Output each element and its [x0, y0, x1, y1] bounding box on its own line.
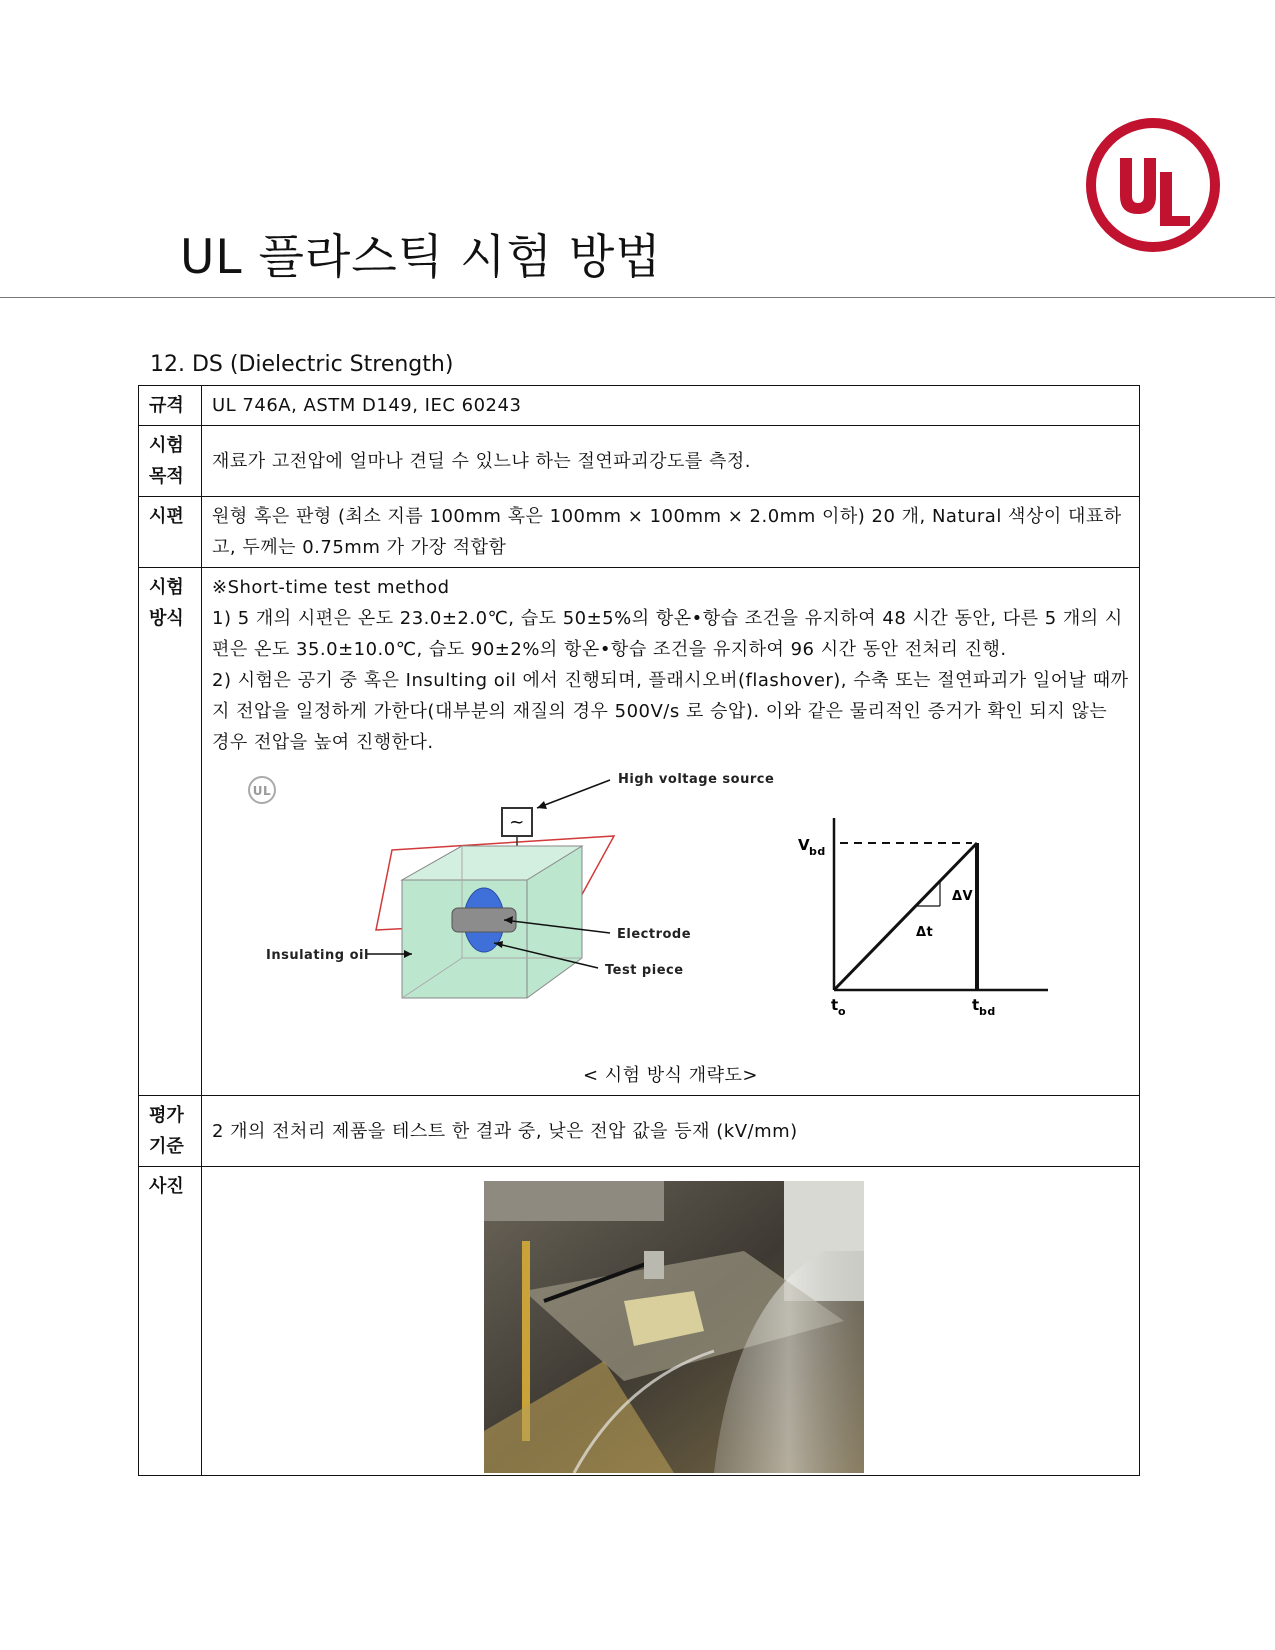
label-vbd-sub: bd: [809, 845, 826, 858]
row-specimen: [139, 497, 1140, 568]
voltage-ramp-graph: [798, 818, 1048, 1018]
spec-table: [138, 385, 1140, 1476]
label-method: 시험방식: [139, 568, 202, 1096]
label-t0: t: [831, 996, 839, 1014]
diagram-svg: [212, 768, 1072, 1058]
method-line-1: 1) 5 개의 시편은 온도 23.0±2.0℃, 습도 50±5%의 항온•항습 조건을 유지하여 48 시간 동안, 다른 5 개의 시편은 온도 35.0±10.0℃, 습도 90±2%의 항온•항습 조건을 유지하여 96 시간 동안 전처리 진행.: [212, 608, 1123, 660]
label-tbd-sub: bd: [979, 1005, 996, 1018]
label-standard: 규격: [139, 386, 202, 426]
value-photo: [202, 1167, 1140, 1476]
label-high-voltage: High voltage source: [618, 772, 775, 787]
value-method: [202, 568, 1140, 1096]
label-specimen: 시편: [139, 497, 202, 568]
value-criteria: 2 개의 전처리 제품을 테스트 한 결과 중, 낮은 전압 값을 등재 (kV/mm): [202, 1096, 1140, 1167]
ul-logo: [1080, 112, 1226, 258]
row-standard: [139, 386, 1140, 426]
label-delta-v: ΔV: [952, 889, 974, 904]
label-t0-sub: o: [838, 1005, 847, 1018]
value-specimen: 원형 혹은 판형 (최소 지름 100mm 혹은 100mm × 100mm × 2.0mm 이하) 20 개, Natural 색상이 대표하고, 두께는 0.75mm 가 가장 적합함: [202, 497, 1140, 568]
row-criteria: [139, 1096, 1140, 1167]
label-electrode: Electrode: [617, 927, 692, 942]
label-purpose: 시험목적: [139, 426, 202, 497]
header-divider: [0, 297, 1275, 298]
row-photo: [139, 1167, 1140, 1476]
value-purpose: 재료가 고전압에 얼마나 견딜 수 있느냐 하는 절연파괴강도를 측정.: [202, 426, 1140, 497]
row-method: [139, 568, 1140, 1096]
diagram-ul-text: UL: [252, 784, 272, 798]
method-line-2: 2) 시험은 공기 중 혹은 Insulting oil 에서 진행되며, 플래시오버(flashover), 수축 또는 절연파괴가 일어날 때까지 전압을 일정하게 가한다(대부분의 재질의 경우 500V/s 로 승압). 이와 같은 물리적인 증거가 확인 되지 않는 경우 전압을 높여 진행한다.: [212, 670, 1129, 753]
label-delta-t: Δt: [916, 925, 934, 940]
diagram-ul-icon: [249, 777, 275, 803]
photo-container: [212, 1171, 1129, 1471]
ac-symbol-icon: ~: [509, 812, 525, 833]
method-line-heading: ※Short-time test method: [212, 577, 450, 598]
label-insulating-oil: Insulating oil: [266, 948, 369, 963]
value-standard: UL 746A, ASTM D149, IEC 60243: [202, 386, 1140, 426]
label-criteria: 평가기준: [139, 1096, 202, 1167]
label-photo: 사진: [139, 1167, 202, 1476]
label-tbd: t: [972, 996, 980, 1014]
test-apparatus-photo: [484, 1181, 864, 1473]
diagram-caption: < 시험 방식 개략도>: [582, 1065, 759, 1086]
section-title: 12. DS (Dielectric Strength): [150, 352, 454, 377]
test-diagram: [212, 768, 1129, 1058]
label-test-piece: Test piece: [605, 963, 684, 978]
row-purpose: [139, 426, 1140, 497]
page-title: UL 플라스틱 시험 방법: [180, 230, 662, 285]
label-vbd: V: [798, 836, 811, 854]
